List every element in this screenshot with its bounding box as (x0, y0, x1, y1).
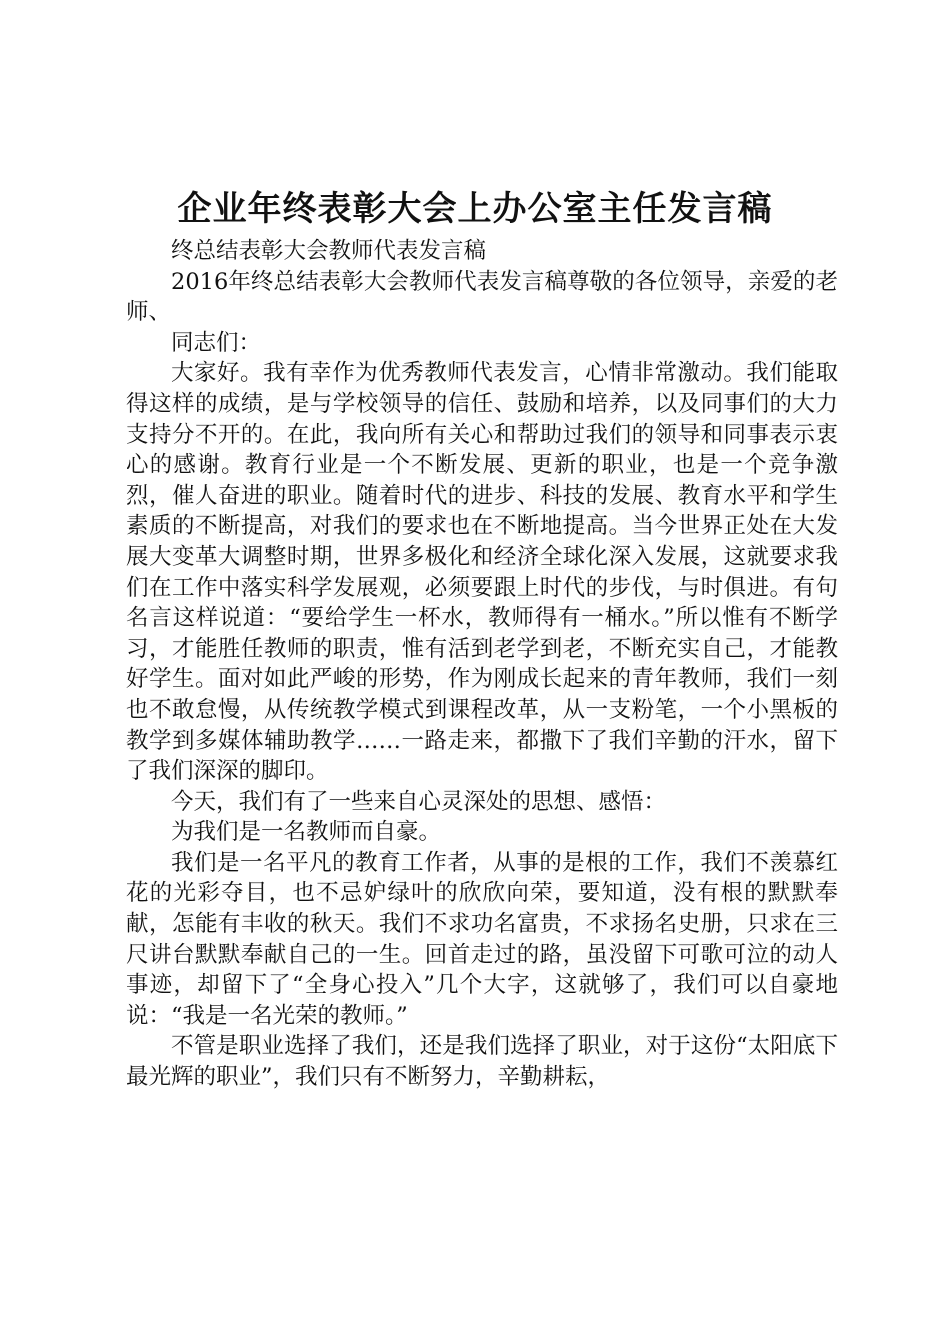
document-body (126, 236, 838, 1093)
paragraph-pride: 为我们是一名教师而自豪。 (171, 819, 442, 846)
paragraph-profession: 不管是职业选择了我们，还是我们选择了职业，对于这份“太阳底下最光辉的职业”，我们只有不断努力，辛勤耕耘， (126, 1033, 838, 1091)
paragraph-subtitle: 终总结表彰大会教师代表发言稿 (171, 238, 487, 264)
paragraph-root-work: 我们是一名平凡的教育工作者，从事的是根的工作，我们不羡慕红花的光彩夺目，也不忌妒绿叶的欣欣向荣，要知道，没有根的默默奉献，怎能有丰收的秋天。我们不求功名富贵，不求扬名史册，只求在三尺讲台默默奉献自己的一生。回首走过的路，虽没留下可歌可泣的动人事迹，却留下了“全身心投入”几个大字，这就够了，我们可以自豪地说：“我是一名光荣的教师。” (126, 849, 838, 1029)
paragraph-reflection: 今天，我们有了一些来自心灵深处的思想、感悟： (171, 788, 667, 815)
paragraph-main: 大家好。我有幸作为优秀教师代表发言，心情非常激动。我们能取得这样的成绩，是与学校领导的信任、鼓励和培养，以及同事们的大力支持分不开的。在此，我向所有关心和帮助过我们的领导和同事表示衷心的感谢。教育行业是一个不断发展、更新的职业，也是一个竞争激烈，催人奋进的职业。随着时代的进步、科技的发展、教育水平和学生素质的不断提高，对我们的要求也在不断地提高。当今世界正处在大发展大变革大调整时期，世界多极化和经济全球化深入发展，这就要求我们在工作中落实科学发展观，必须要跟上时代的步伐，与时俱进。有句名言这样说道：“要给学生一杯水，教师得有一桶水。”所以惟有不断学习，才能胜任教师的职责，惟有活到老学到老，不断充实自己，才能教好学生。面对如此严峻的形势，作为刚成长起来的青年教师，我们一刻也不敢怠慢，从传统教学模式到课程改革，从一支粉笔，一个小黑板的教学到多媒体辅助教学……一路走来，都撒下了我们辛勤的汗水，留下了我们深深的脚印。 (126, 360, 838, 785)
paragraph-salutation: 同志们： (171, 329, 262, 356)
document-title: 企业年终表彰大会上办公室主任发言稿 (177, 189, 773, 229)
paragraph-opening: 2016年终总结表彰大会教师代表发言稿尊敬的各位领导，亲爱的老师、 (126, 268, 838, 326)
